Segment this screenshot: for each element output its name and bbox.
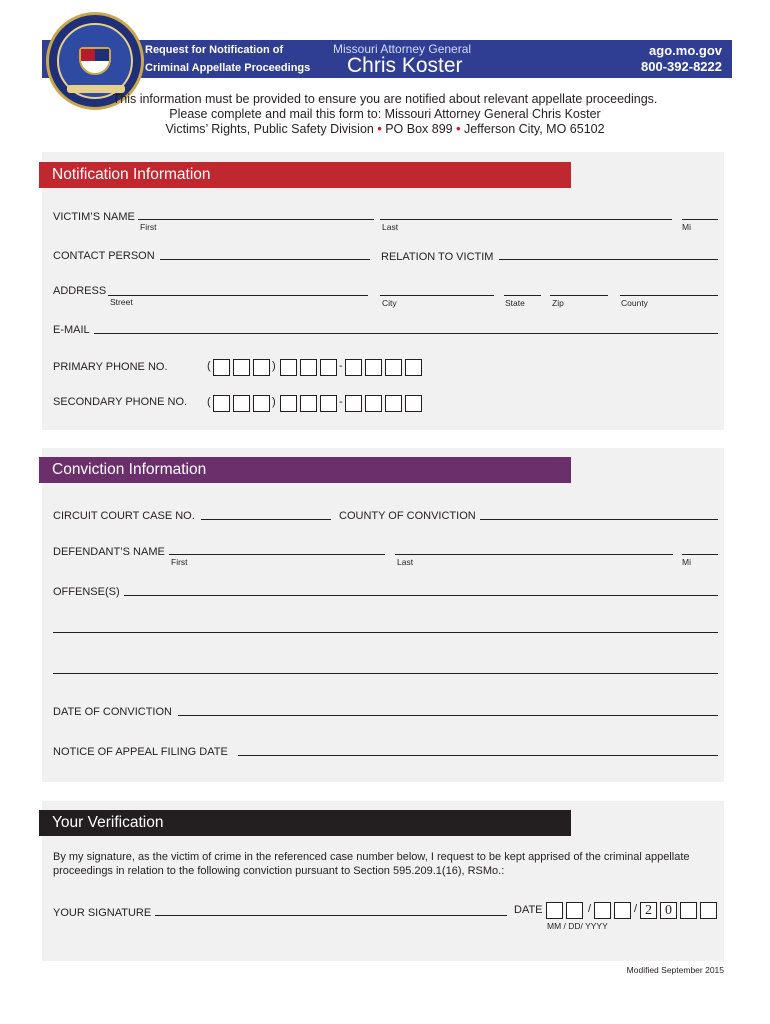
city-caption: City [382,298,397,308]
dash: - [339,396,343,408]
date-month-digit-box[interactable] [546,902,563,919]
date-month-digit-box[interactable] [566,902,583,919]
secondary-phone-digit-box[interactable] [385,395,402,412]
primary-phone-label: PRIMARY PHONE NO. [53,361,168,373]
signature-field[interactable] [155,915,507,916]
offenses-field-line3[interactable] [53,673,718,674]
first-caption: First [171,557,188,567]
relation-to-victim-label: RELATION TO VICTIM [381,251,494,263]
secondary-phone-digit-box[interactable] [213,395,230,412]
secondary-phone-digit-box[interactable] [345,395,362,412]
defendant-first-name-field[interactable] [169,554,385,555]
county-field[interactable] [620,295,718,296]
primary-phone-digit-box[interactable] [365,359,382,376]
email-field[interactable] [94,333,718,334]
primary-phone-digit-box[interactable] [253,359,270,376]
separator-dot: • [377,122,382,136]
county-of-conviction-field[interactable] [480,519,718,520]
mailing-po-box: PO Box 899 [385,122,453,136]
attorney-general-name: Chris Koster [347,54,463,77]
victim-last-name-field[interactable] [380,219,672,220]
open-paren: ( [207,360,211,372]
zip-caption: Zip [552,298,564,308]
victims-name-label: VICTIM’S NAME [53,211,135,223]
secondary-phone-digit-box[interactable] [253,395,270,412]
primary-phone-digit-box[interactable] [280,359,297,376]
dash: - [339,360,343,372]
signature-label: YOUR SIGNATURE [53,907,152,919]
phone-number: 800-392-8222 [641,59,722,74]
date-year-digit-box[interactable]: 0 [660,902,677,919]
website-link[interactable]: ago.mo.gov [649,43,722,58]
zip-field[interactable] [550,295,608,296]
form-title-line1: Request for Notification of [145,44,284,56]
intro-line3 [0,122,770,136]
date-year-digit-box[interactable] [700,902,717,919]
offenses-field-line2[interactable] [53,632,718,633]
secondary-phone-digit-box[interactable] [320,395,337,412]
verification-heading [39,810,571,836]
date-year-digit-box[interactable] [680,902,697,919]
contact-person-field[interactable] [160,259,370,260]
primary-phone-digit-box[interactable] [320,359,337,376]
primary-phone-digit-box[interactable] [233,359,250,376]
date-slash: / [634,903,638,915]
defendant-last-name-field[interactable] [395,554,673,555]
verification-section [42,801,724,961]
secondary-phone-digit-box[interactable] [233,395,250,412]
victim-mi-field[interactable] [682,219,718,220]
notification-heading-text: Notification Information [52,166,211,183]
mailing-city: Jefferson City, MO 65102 [463,122,605,136]
victim-first-name-field[interactable] [138,219,374,220]
state-caption: State [505,298,525,308]
primary-phone-digit-box[interactable] [405,359,422,376]
appeal-filing-date-field[interactable] [238,755,718,756]
defendant-name-label: DEFENDANT’S NAME [53,546,165,558]
primary-phone-digit-box[interactable] [385,359,402,376]
county-caption: County [621,298,648,308]
intro-line2: Please complete and mail this form to: Missouri Attorney General Chris Koster [169,107,601,121]
state-field[interactable] [504,295,541,296]
appeal-filing-date-label: NOTICE OF APPEAL FILING DATE [53,746,228,758]
defendant-mi-field[interactable] [682,554,718,555]
last-caption: Last [382,222,399,232]
conviction-section [42,448,724,782]
date-year-digit-box[interactable]: 2 [640,902,657,919]
secondary-phone-digit-box[interactable] [280,395,297,412]
separator-dot: • [456,122,461,136]
office-name: Missouri Attorney General [333,42,472,56]
case-number-label: CIRCUIT COURT CASE NO. [53,510,195,522]
verification-statement-line2: proceedings in relation to the following conviction pursuant to Section 595.209.1(16), RSMo.: [53,865,505,877]
close-paren: ) [272,396,276,408]
form-title-line2: Criminal Appellate Proceedings [145,62,311,74]
first-caption: First [140,222,157,232]
conviction-heading [39,457,571,483]
open-paren: ( [207,396,211,408]
verification-statement-line1: By my signature, as the victim of crime in the referenced case number below, I request to be kept apprised of the criminal appellate [53,851,690,863]
city-field[interactable] [380,295,494,296]
date-format-caption: MM / DD/ YYYY [547,921,608,931]
date-slash: / [588,903,592,915]
primary-phone-digit-box[interactable] [345,359,362,376]
ribbon-notch [571,162,583,188]
primary-phone-digit-box[interactable] [213,359,230,376]
case-number-field[interactable] [201,519,331,520]
date-of-conviction-label: DATE OF CONVICTION [53,706,172,718]
primary-phone-digit-box[interactable] [300,359,317,376]
relation-to-victim-field[interactable] [499,259,718,260]
verification-heading-text: Your Verification [52,814,164,831]
contact-person-label: CONTACT PERSON [53,250,155,262]
secondary-phone-label: SECONDARY PHONE NO. [53,396,188,408]
date-label: DATE [514,904,543,916]
date-day-digit-box[interactable] [594,902,611,919]
intro-line1: This information must be provided to ensure you are notified about relevant appellate proceedings. [112,92,658,106]
ribbon-notch [571,457,583,483]
mi-caption: Mi [682,557,691,567]
street-caption: Street [110,297,133,307]
county-of-conviction-label: COUNTY OF CONVICTION [339,510,476,522]
last-caption: Last [397,557,414,567]
modified-date: Modified September 2015 [626,965,724,975]
secondary-phone-digit-box[interactable] [405,395,422,412]
mailing-division: Victims’ Rights, Public Safety Division [165,122,374,136]
ribbon-notch [571,810,583,836]
mi-caption: Mi [682,222,691,232]
secondary-phone-digit-box[interactable] [300,395,317,412]
notification-heading [39,162,571,188]
address-label: ADDRESS [53,285,107,297]
close-paren: ) [272,360,276,372]
notification-section [42,152,724,430]
offenses-field-line1[interactable] [124,595,718,596]
date-day-digit-box[interactable] [614,902,631,919]
secondary-phone-digit-box[interactable] [365,395,382,412]
email-label: E-MAIL [53,324,90,336]
conviction-heading-text: Conviction Information [52,461,207,478]
date-of-conviction-field[interactable] [178,715,718,716]
street-field[interactable] [108,295,368,296]
offenses-label: OFFENSE(S) [53,586,120,598]
